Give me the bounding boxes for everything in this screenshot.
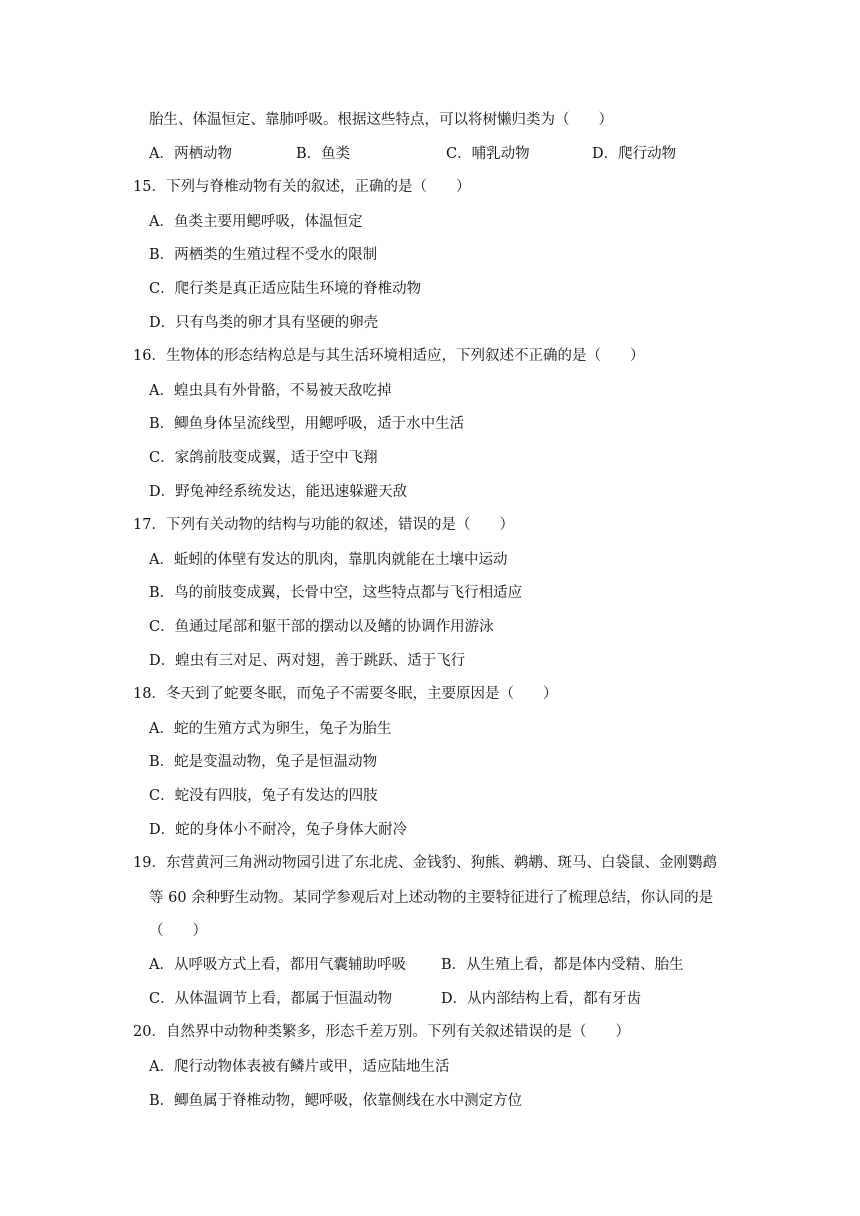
q20-option-b: B．鲫鱼属于脊椎动物，鳃呼吸，依靠侧线在水中测定方位 — [149, 1093, 523, 1109]
question-19-stem-line1: 19．东营黄河三角洲动物园引进了东北虎、金钱豹、狗熊、鹈鹕、斑马、白袋鼠、金刚鹦鹉 — [133, 855, 717, 871]
q19-option-b: B．从生殖上看，都是体内受精、胎生 — [441, 957, 684, 973]
q20-option-a: A．爬行动物体表被有鳞片或甲，适应陆地生活 — [149, 1059, 450, 1075]
q16-option-d: D．野兔神经系统发达，能迅速躲避天敌 — [149, 484, 408, 500]
question-15-stem: 15．下列与脊椎动物有关的叙述，正确的是（ ） — [133, 179, 471, 195]
q19-option-d: D．从内部结构上看，都有牙齿 — [441, 991, 642, 1007]
question-19-stem-line3: （ ） — [149, 923, 207, 939]
intro-text: 胎生、体温恒定、靠肺呼吸。根据这些特点，可以将树懒归类为（ ） — [149, 112, 613, 128]
option-b: B．鱼类 — [296, 146, 351, 162]
option-a: A．两栖动物 — [149, 146, 232, 162]
q18-option-a: A．蛇的生殖方式为卵生，兔子为胎生 — [149, 721, 392, 737]
q18-option-d: D．蛇的身体小不耐冷，兔子身体大耐冷 — [149, 822, 408, 838]
q16-option-c: C．家鸽前肢变成翼，适于空中飞翔 — [149, 450, 378, 466]
q17-option-c: C．鱼通过尾部和躯干部的摆动以及鳍的协调作用游泳 — [149, 619, 494, 635]
q18-option-c: C．蛇没有四肢，兔子有发达的四肢 — [149, 788, 378, 804]
q15-option-c: C．爬行类是真正适应陆生环境的脊椎动物 — [149, 281, 422, 297]
question-19-stem-line2: 等 60 余种野生动物。某同学参观后对上述动物的主要特征进行了梳理总结，你认同的是 — [149, 890, 714, 906]
q15-option-d: D．只有鸟类的卵才具有坚硬的卵壳 — [149, 315, 379, 331]
q15-option-a: A．鱼类主要用鳃呼吸，体温恒定 — [149, 214, 363, 230]
question-17-stem: 17．下列有关动物的结构与功能的叙述，错误的是（ ） — [133, 517, 514, 533]
question-18-stem: 18．冬天到了蛇要冬眠，而兔子不需要冬眠，主要原因是（ ） — [133, 686, 558, 702]
q18-option-b: B．蛇是变温动物，兔子是恒温动物 — [149, 754, 378, 770]
q16-option-b: B．鲫鱼身体呈流线型，用鳃呼吸，适于水中生活 — [149, 416, 465, 432]
q17-option-d: D．蝗虫有三对足、两对翅，善于跳跃、适于飞行 — [149, 653, 466, 669]
option-c: C．哺乳动物 — [446, 146, 530, 162]
q19-option-a: A．从呼吸方式上看，都用气囊辅助呼吸 — [149, 957, 406, 973]
option-d: D．爬行动物 — [592, 146, 677, 162]
q17-option-b: B．鸟的前肢变成翼，长骨中空，这些特点都与飞行相适应 — [149, 585, 523, 601]
q19-option-c: C．从体温调节上看，都属于恒温动物 — [149, 991, 393, 1007]
q16-option-a: A．蝗虫具有外骨骼，不易被天敌吃掉 — [149, 383, 392, 399]
q17-option-a: A．蚯蚓的体壁有发达的肌肉，靠肌肉就能在土壤中运动 — [149, 552, 508, 568]
question-16-stem: 16．生物体的形态结构总是与其生活环境相适应，下列叙述不正确的是（ ） — [133, 348, 645, 364]
question-20-stem: 20．自然界中动物种类繁多，形态千差万别。下列有关叙述错误的是（ ） — [133, 1024, 630, 1040]
q15-option-b: B．两栖类的生殖过程不受水的限制 — [149, 247, 378, 263]
